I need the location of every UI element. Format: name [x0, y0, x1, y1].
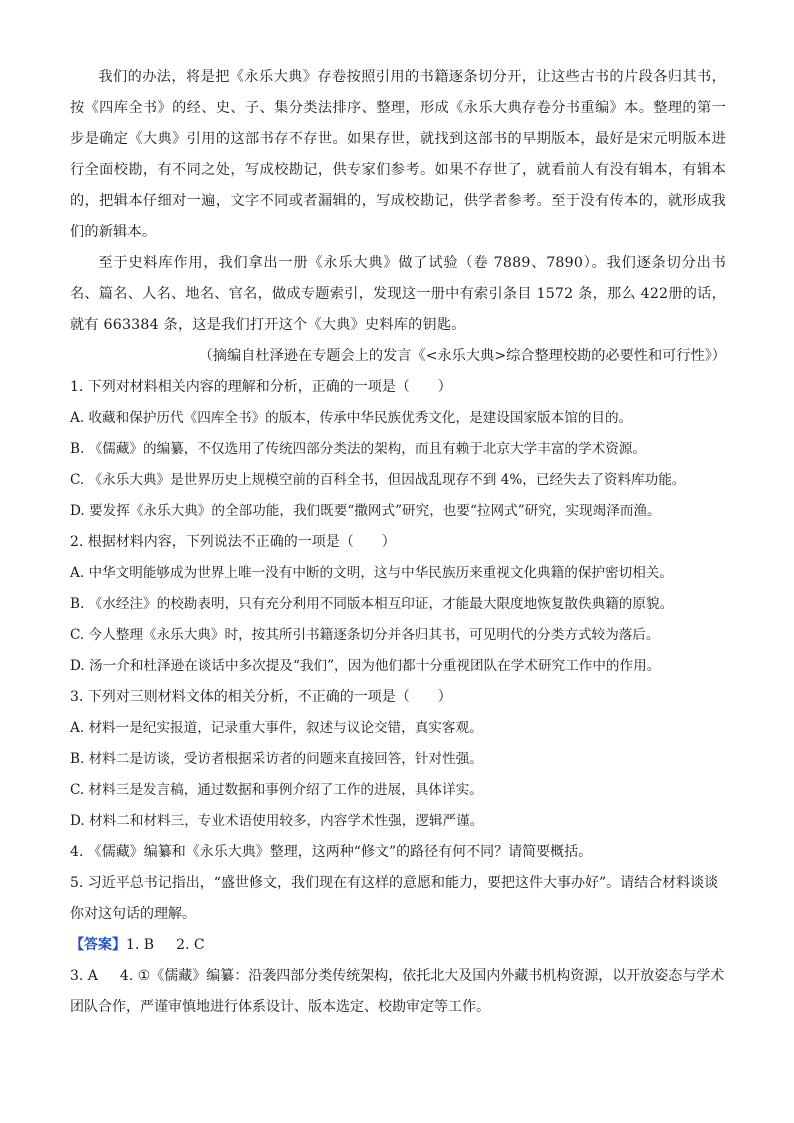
question-5-stem: 5. 习近平总书记指出，“盛世修文，我们现在有这样的意愿和能力，要把这件大事办好”。请结合材料谈谈你对这句话的理解。 [70, 875, 719, 922]
document-page [70, 62, 726, 1023]
question-3-stem: 3. 下列对三则材料文体的相关分析，不正确的一项是（ ） [70, 689, 452, 705]
answer-1: 1. B [126, 937, 155, 953]
question-2-option-b: B. 《水经注》的校勘表明，只有充分利用不同版本相互印证，才能最大限度地恢复散佚典籍的原貌。 [70, 596, 674, 612]
answer-tag: 【答案】 [70, 937, 126, 953]
answer-3: 3. A [70, 968, 98, 984]
answer-2: 2. C [176, 937, 205, 953]
question-3-option-b: B. 材料二是访谈，受访者根据采访者的问题来直接回答，针对性强。 [70, 751, 483, 767]
question-1-option-d: D. 要发挥《永乐大典》的全部功能，我们既要“撒网式”研究，也要“拉网式”研究，实现竭泽而渔。 [70, 503, 661, 519]
question-2-option-a: A. 中华文明能够成为世界上唯一没有中断的文明，这与中华民族历来重视文化典籍的保护密切相关。 [70, 565, 673, 581]
question-4-stem: 4. 《儒藏》编纂和《永乐大典》整理，这两种“修文”的路径有何不同？请简要概括。 [70, 844, 593, 860]
question-3-option-c: C. 材料三是发言稿，通过数据和事例介绍了工作的进展，具体详实。 [70, 782, 483, 798]
question-2-option-c: C. 今人整理《永乐大典》时，按其所引书籍逐条切分并各归其书，可见明代的分类方式较为落后。 [70, 627, 660, 643]
answer-line-1 [70, 930, 726, 961]
question-3-option-a: A. 材料一是纪实报道，记录重大事件，叙述与议论交错，真实客观。 [70, 720, 483, 736]
question-2-stem: 2. 根据材料内容，下列说法不正确的一项是（ ） [70, 534, 396, 550]
answer-line-2 [70, 961, 726, 1023]
passage-paragraph-1: 我们的办法，将是把《永乐大典》存卷按照引用的书籍逐条切分开，让这些古书的片段各归其书，按《四库全书》的经、史、子、集分类法排序、整理，形成《永乐大典存卷分书重编》本。整理的第一步是确定《大典》引用的这部书存不存世。如果存世，就找到这部书的早期版本，最好是宋元明版本进行全面校勘，有不同之处，写成校勘记，供专家们参考。如果不存世了，就看前人有没有辑本，有辑本的，把辑本仔细对一遍，文字不同或者漏辑的，写成校勘记，供学者参考。至于没有传本的，就形成我们的新辑本。 [70, 69, 726, 240]
question-1-stem: 1. 下列对材料相关内容的理解和分析，正确的一项是（ ） [70, 379, 452, 395]
question-3-option-d: D. 材料二和材料三，专业术语使用较多，内容学术性强，逻辑严谨。 [70, 813, 484, 829]
passage-paragraph-2: 至于史料库作用，我们拿出一册《永乐大典》做了试验（卷 7889、7890）。我们逐条切分出书名、篇名、人名、地名、官名，做成专题索引，发现这一册中有索引条目 1572 条，那么 422册的话，就有 663384 条，这是我们打开这个《大典》史料库的钥匙。 [70, 255, 726, 333]
question-1-option-b: B. 《儒藏》的编纂，不仅选用了传统四部分类法的架构，而且有赖于北京大学丰富的学术资源。 [70, 441, 646, 457]
question-1-option-c: C. 《永乐大典》是世界历史上规模空前的百科全书，但因战乱现存不到 4%，已经失去了资料库功能。 [70, 472, 686, 488]
question-2-option-d: D. 汤一介和杜泽逊在谈话中多次提及“我们”，因为他们都十分重视团队在学术研究工作中的作用。 [70, 658, 661, 674]
passage-source: （摘编自杜泽逊在专题会上的发言《<永乐大典>综合整理校勘的必要性和可行性》） [198, 348, 726, 364]
question-1-option-a: A. 收藏和保护历代《四库全书》的版本，传承中华民族优秀文化，是建设国家版本馆的目的。 [70, 410, 633, 426]
answer-4: 4. ①《儒藏》编纂：沿袭四部分类传统架构，依托北大及国内外藏书机构资源，以开放姿态与学术团队合作，严谨审慎地进行体系设计、版本选定、校勘审定等工作。 [70, 968, 725, 1015]
